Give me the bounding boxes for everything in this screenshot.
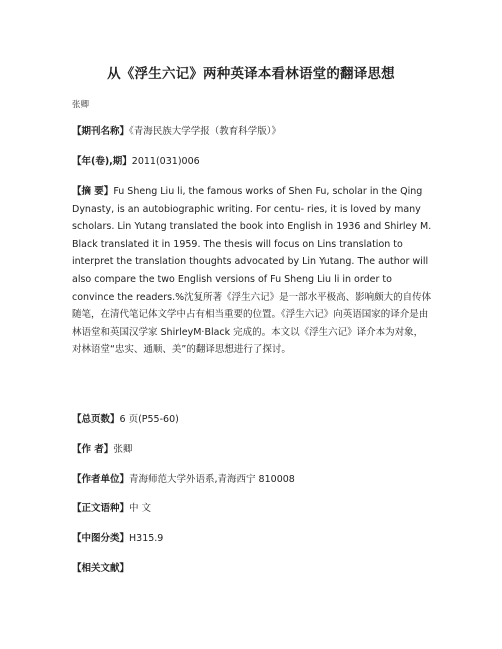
total-pages-value: 6 页(P55-60) [119,414,179,425]
abstract-text: Fu Sheng Liu li, the famous works of Shen Fu, scholar in the Qing Dynasty, is an autobiographic writing. For centu- ries, it is loved by many scholars. Lin Yutang translated the book into English in 1936 and Shirley M. Black translated it in 1959. The thesis will focus on Lins translation to interpret the translation thoughts advocated by Lin Yutang. The author will also compare the two English versions of Fu Sheng Liu li in order to convince the readers.%沈复所著《浮生六记》是一部水平极高、影响颇大的自传体随笔，在清代笔记体文学中占有相当重要的位置。《浮生六记》向英语国家的译介是由林语堂和英国汉学家 ShirleyM·Black 完成的。本文以《浮生六记》译介本为对象，对林语堂“忠实、通顺、美”的翻译思想进行了探讨。 [72,186,432,356]
author-label: 【作 者】 [72,444,114,455]
author-line: 张卿 [72,100,90,110]
author-value: 张卿 [113,444,133,455]
total-pages-label: 【总页数】 [72,414,120,425]
affiliation-field [72,471,432,489]
author-field [72,441,432,459]
related-literature-field [72,560,432,578]
year-volume-issue-label: 【年(卷),期】 [72,156,132,167]
journal-value: 《青海民族大学学报（教育科学版）》 [129,126,282,137]
language-label: 【正文语种】 [72,503,130,514]
abstract-label: 【摘 要】 [72,186,114,197]
journal-label: 【期刊名称】 [72,126,130,137]
language-field [72,500,432,518]
journal-field [72,123,432,141]
affiliation-label: 【作者单位】 [72,474,130,485]
classification-value: H315.9 [129,533,164,544]
language-value: 中 文 [129,503,152,514]
classification-label: 【中图分类】 [72,533,130,544]
affiliation-value: 青海师范大学外语系,青海西宁 810008 [129,474,295,485]
classification-field [72,530,432,548]
related-literature-label: 【相关文献】 [72,563,130,574]
year-volume-issue-field [72,153,432,171]
year-volume-issue-value: 2011(031)006 [131,156,200,167]
document-title: 从《浮生六记》两种英译本看林语堂的翻译思想 [107,66,395,82]
abstract-field [72,183,432,359]
total-pages-field [72,411,432,429]
